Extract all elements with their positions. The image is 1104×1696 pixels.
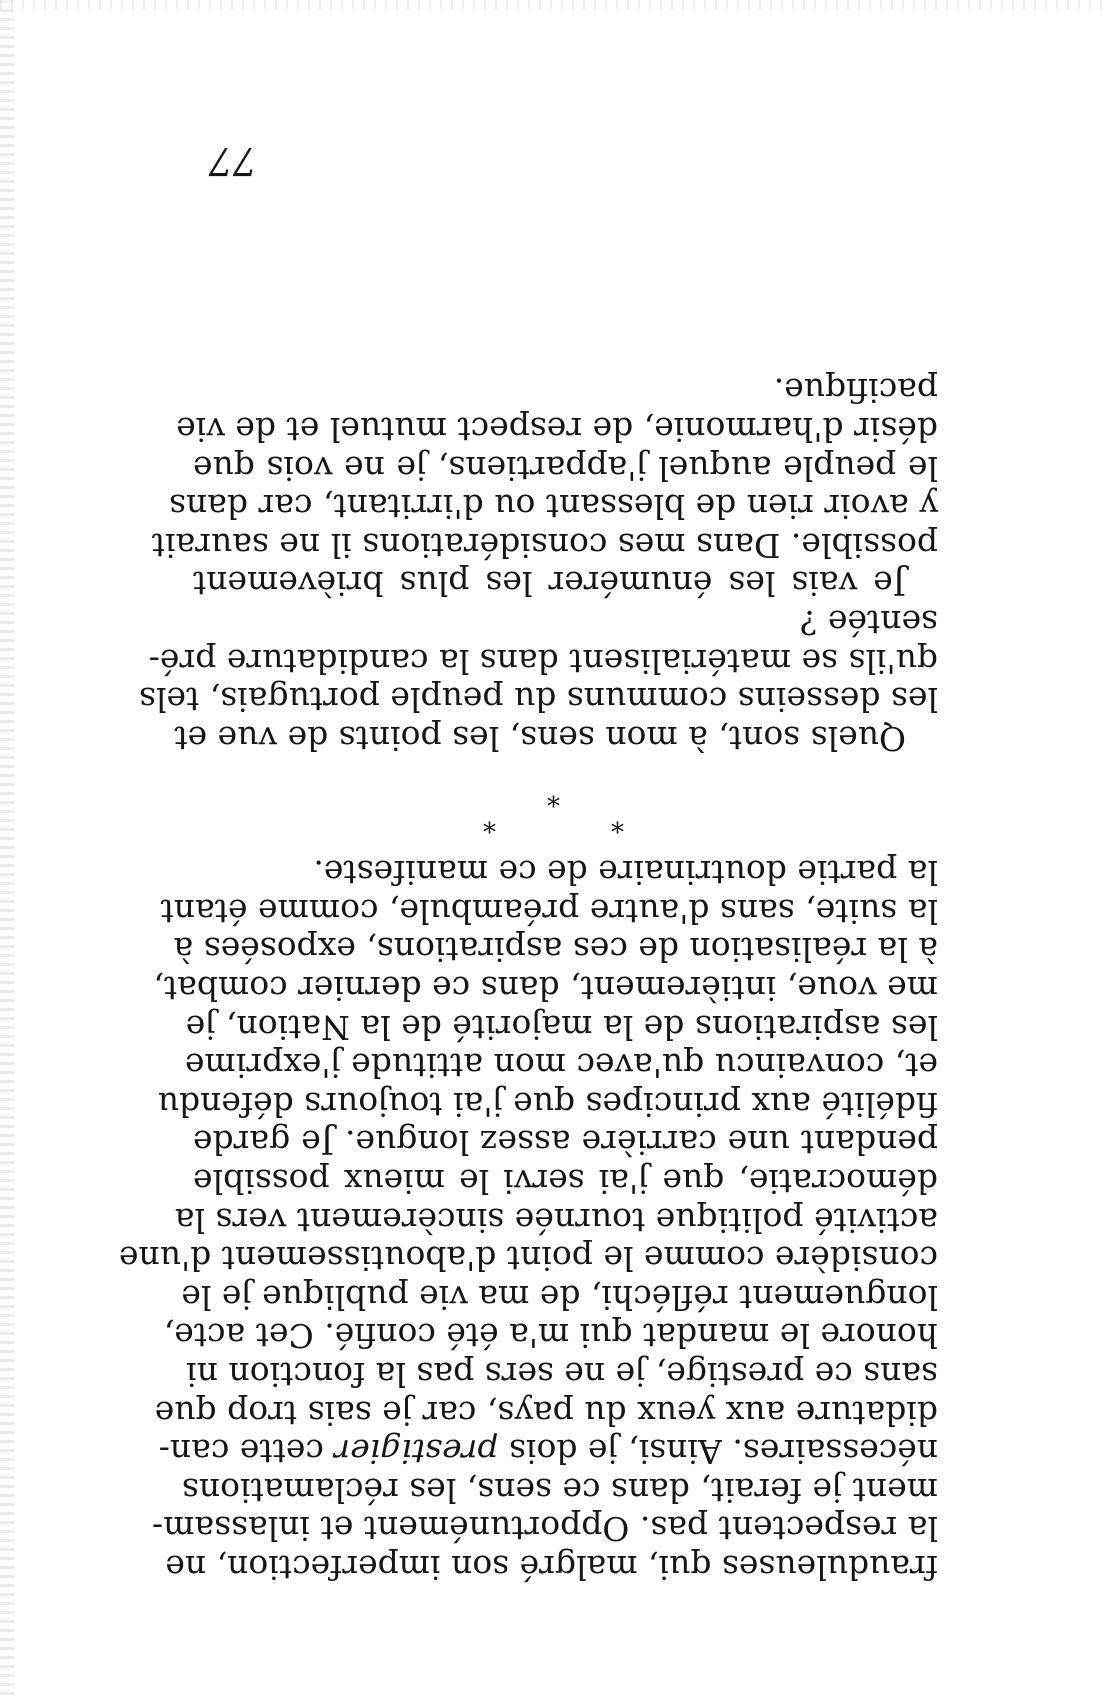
text-line: et, convaincu qu'avec mon attitude j'exprime — [184, 1046, 938, 1086]
text-line: à la réalisation de ces aspirations, exposées à — [173, 930, 938, 970]
text-line: considère comme le point d'aboutissement d'une — [118, 1239, 938, 1279]
text-line: me voue, intièrement, dans ce dernier combat, — [153, 969, 938, 1009]
text-line: pendant une carrière assez longue. Je garde — [193, 1123, 938, 1163]
text-line: longuement réfléchi, de ma vie publique je le — [181, 1277, 938, 1317]
text-line: qu'ils se matérialisent dans la candidature pré- — [148, 641, 938, 681]
text-line: y avoir rien de blessant ou d'irritant, car dans — [169, 487, 938, 527]
page-number: 77 — [208, 139, 257, 183]
text-line: sentée ? — [799, 602, 938, 642]
text-line: Quels sont, à mon sens, les points de vue et — [174, 718, 906, 758]
text-line: démocratie, que j'ai servi le mieux possible — [193, 1162, 938, 1202]
paragraph-1 — [118, 853, 938, 1587]
text-line: les aspirations de la majorité de la Nation, je — [185, 1007, 938, 1047]
text-line: honore le mandat qui m'a été confié. Cet acte, — [163, 1316, 938, 1356]
paragraph-2 — [139, 602, 938, 758]
text-line: didature aux yeux du pays, car je sais trop que — [154, 1393, 938, 1433]
separator-star: * — [611, 806, 624, 837]
text-line: pacifique. — [773, 371, 938, 411]
emphasized-word: prestigier — [334, 1432, 499, 1472]
text-line: désir d'harmonie, de respect mutuel et de vie — [176, 409, 938, 449]
text-line: le peuple auquel j'appartiens, je ne vois que — [193, 448, 938, 488]
separator-star: * — [547, 780, 560, 811]
section-separator — [193, 757, 938, 853]
paragraph-3 — [151, 371, 938, 604]
text-line: nécessaires. Ainsi, je dois prestigier cette can- — [158, 1432, 938, 1472]
text-line: la suite, sans d'autre préambule, comme étant — [160, 891, 938, 931]
text-line: possible. Dans mes considérations il ne saurait — [151, 525, 938, 565]
text-line: frauduleuses qui, malgré son imperfection, ne — [165, 1548, 938, 1587]
text-line: la partie doutrinaire de ce manifeste. — [313, 853, 938, 893]
text-line: ment je ferait, dans ce sens, les réclamations — [181, 1470, 938, 1510]
text-line: la respectent pas. Opportunément et inlassam- — [152, 1509, 938, 1549]
text-line: activité politique tournée sincèrement vers la — [174, 1200, 938, 1240]
text-line: fidélité aux principes que j'ai toujours défendu — [157, 1084, 938, 1124]
text-line: les desseins communs du peuple portugais, tels — [139, 680, 938, 720]
text-line: Je vais les énumérer les plus brièvement — [193, 564, 906, 604]
text-line: sans ce prestige, je ne sers pas la fonction ni — [186, 1355, 938, 1395]
separator-star: * — [483, 806, 496, 837]
body-text — [118, 371, 938, 1587]
